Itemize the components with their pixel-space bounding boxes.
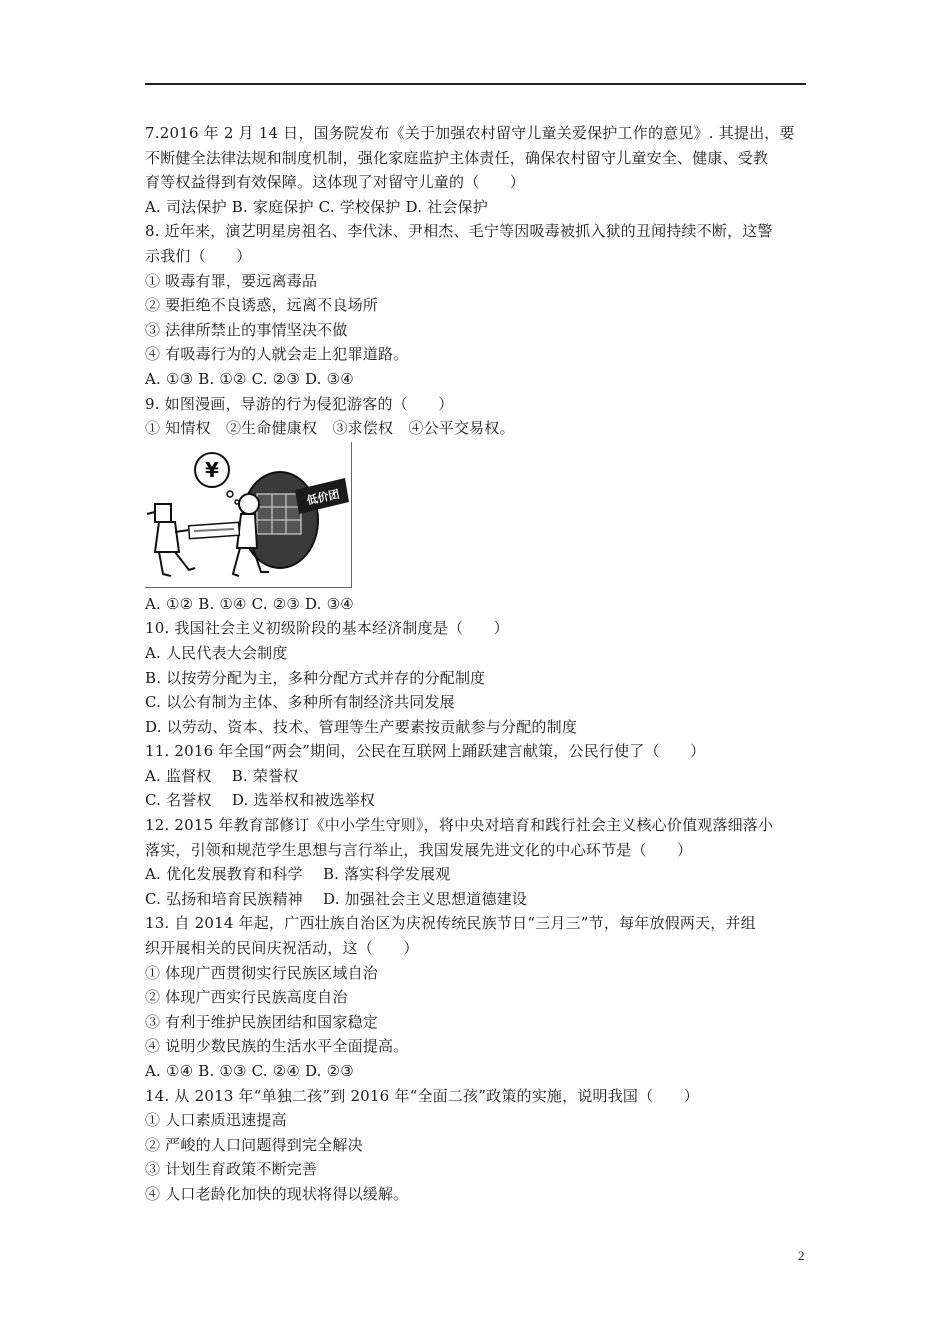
text-line: 10. 我国社会主义初级阶段的基本经济制度是（ ） <box>145 619 509 638</box>
text-line: 不断健全法律法规和制度机制，强化家庭监护主体责任，确保农村留守儿童安全、健康、受教 <box>145 148 769 167</box>
text-line: 12. 2015 年教育部修订《中小学生守则》，将中央对培育和践行社会主义核心价值观落细落小 <box>145 816 774 835</box>
text-line: ② 要拒绝不良诱惑，远离不良场所 <box>145 296 378 315</box>
money-symbol: ¥ <box>205 457 219 482</box>
sign-text: 低价团 <box>305 487 341 507</box>
text-line: A. 人民代表大会制度 <box>145 643 288 662</box>
text-line: 7.2016 年 2 月 14 日，国务院发布《关于加强农村留守儿童关爱保护工作的意见》. 其提出，要 <box>145 124 795 142</box>
text-line: 织开展相关的民间庆祝活动，这（ ） <box>145 939 419 958</box>
text-line: 14. 从 2013 年“单独二孩”到 2016 年“全面二孩”政策的实施，说明我国（ ） <box>145 1086 699 1105</box>
cartoon-figure <box>145 442 352 588</box>
text-line: ④ 说明少数民族的生活水平全面提高。 <box>145 1037 409 1056</box>
text-line: ④ 有吸毒行为的人就会走上犯罪道路。 <box>145 345 409 364</box>
page-number: 2 <box>798 1248 805 1263</box>
text-line: 13. 自 2014 年起，广西壮族自治区为庆祝传统民族节日“三月三”节，每年放假两天，并组 <box>145 914 756 933</box>
header-rule <box>145 83 806 85</box>
text-line: 8. 近年来，演艺明星房祖名、李代沫、尹相杰、毛宁等因吸毒被抓入狱的丑闻持续不断，这警 <box>145 222 773 241</box>
text-line: 落实，引领和规范学生思想与言行举止，我国发展先进文化的中心环节是（ ） <box>145 840 693 859</box>
text-line: ① 知情权 ②生命健康权 ③求偿权 ④公平交易权。 <box>145 419 515 438</box>
text-line: ① 体现广西贯彻实行民族区域自治 <box>145 963 378 982</box>
text-line: D. 以劳动、资本、技术、管理等生产要素按贡献参与分配的制度 <box>145 717 578 736</box>
text-line: ③ 法律所禁止的事情坚决不做 <box>145 320 348 339</box>
text-line: A. ①③ B. ①② C. ②③ D. ③④ <box>145 369 354 388</box>
text-line: ③ 计划生育政策不断完善 <box>145 1160 318 1179</box>
text-line: ① 人口素质迅速提高 <box>145 1111 287 1130</box>
guide-head <box>239 494 259 514</box>
text-line: 育等权益得到有效保障。这体现了对留守儿童的（ ） <box>145 173 526 192</box>
text-line: A. 监督权 B. 荣誉权 <box>145 766 299 785</box>
text-line: C. 名誉权 D. 选举权和被选举权 <box>145 791 376 810</box>
text-line: A. 司法保护 B. 家庭保护 C. 学校保护 D. 社会保护 <box>145 197 488 216</box>
document-body <box>145 121 810 1207</box>
tourist-head <box>155 504 171 522</box>
text-line: A. ①④ B. ①③ C. ②④ D. ②③ <box>145 1062 354 1080</box>
text-line: A. 优化发展教育和科学 B. 落实科学发展观 <box>145 865 451 884</box>
text-line: B. 以按劳分配为主，多种分配方式并存的分配制度 <box>145 668 486 687</box>
text-line: C. 以公有制为主体、多种所有制经济共同发展 <box>145 693 455 712</box>
text-line: ① 吸毒有罪，要远离毒品 <box>145 271 318 290</box>
text-line: A. ①② B. ①④ C. ②③ D. ③④ <box>145 594 354 613</box>
text-line: ② 体现广西实行民族高度自治 <box>145 988 348 1007</box>
text-line: ④ 人口老龄化加快的现状将得以缓解。 <box>145 1184 409 1203</box>
text-line: 9. 如图漫画，导游的行为侵犯游客的（ ） <box>145 394 454 413</box>
text-line: 11. 2016 年全国“两会”期间，公民在互联网上踊跃建言献策，公民行使了（ ） <box>145 742 706 761</box>
cartoon-illustration <box>145 442 351 587</box>
text-line: ③ 有利于维护民族团结和国家稳定 <box>145 1012 378 1031</box>
text-line: ② 严峻的人口问题得到完全解决 <box>145 1135 363 1154</box>
text-line: 示我们（ ） <box>145 246 252 265</box>
text-line: C. 弘扬和培育民族精神 D. 加强社会主义思想道德建设 <box>145 889 528 908</box>
